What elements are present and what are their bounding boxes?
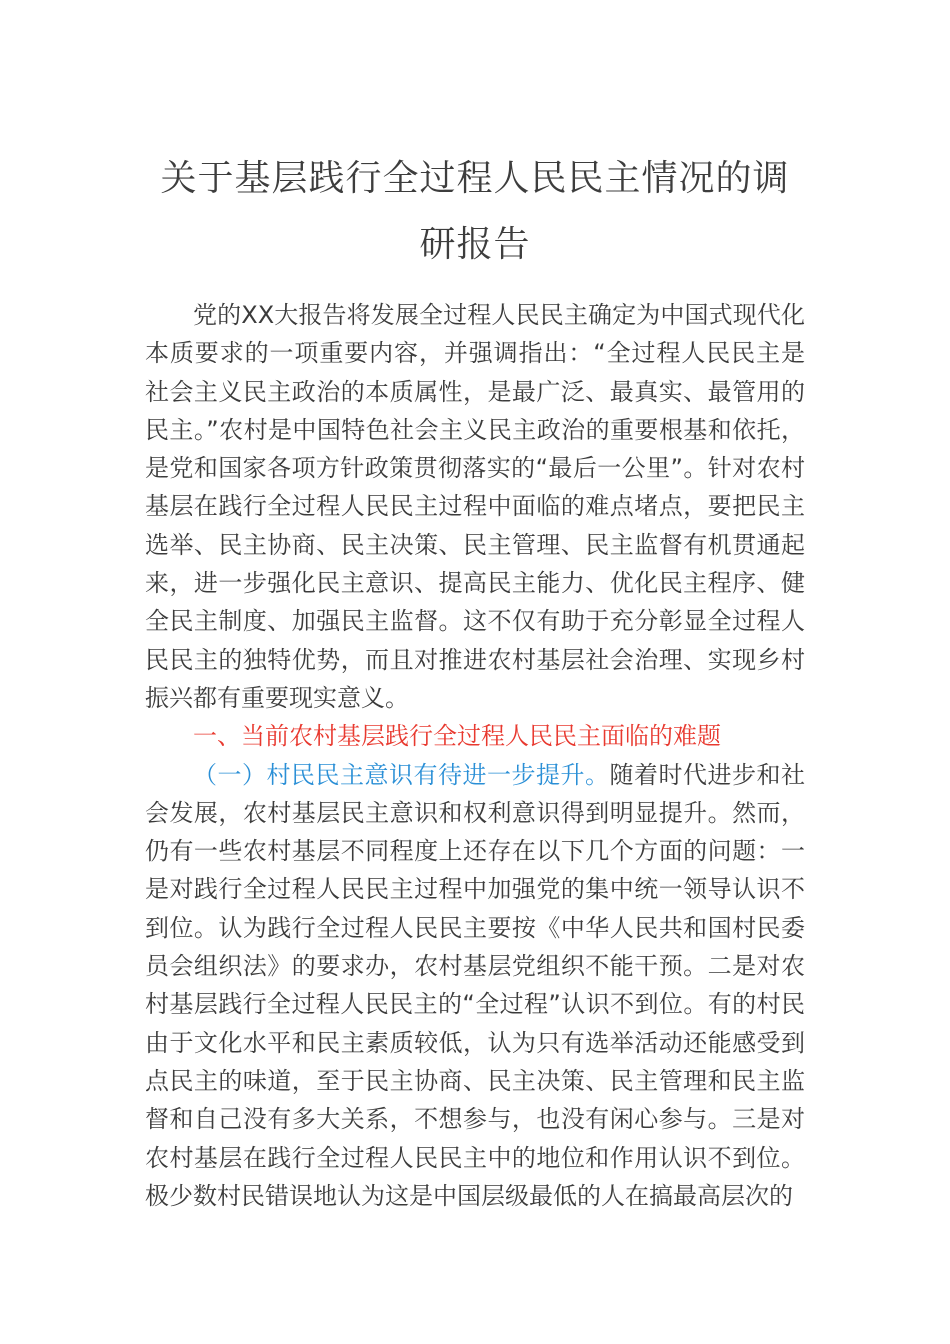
document-body (145, 296, 805, 1215)
section-heading-text: 一、当前农村基层践行全过程人民民主面临的难题 (193, 722, 721, 751)
subsection-body-text: 随着时代进步和社会发展，农村基层民主意识和权利意识得到明显提升。然而，仍有一些农村基层不同程度上还存在以下几个方面的问题：一是对践行全过程人民民主过程中加强党的集中统一领导认识不到位。认为践行全过程人民民主要按《中华人民共和国村民委员会组织法》的要求办，农村基层党组织不能干预。二是对农村基层践行全过程人民民主的“全过程”认识不到位。有的村民由于文化水平和民主素质较低，认为只有选举活动还能感受到点民主的味道，至于民主协商、民主决策、民主管理和民主监督和自己没有多大关系，不想参与，也没有闲心参与。三是对农村基层在践行全过程人民民主中的地位和作用认识不到位。极少数村民错误地认为这是中国层级最低的人在搞最高层次的 (145, 760, 805, 1210)
section-heading (145, 717, 805, 755)
subsection-heading: （一）村民民主意识有待进一步提升。 (193, 760, 610, 789)
subsection-paragraph (145, 756, 805, 1216)
document-title: 关于基层践行全过程人民民主情况的调研报告 (160, 158, 790, 265)
intro-paragraph: 党的XX大报告将发展全过程人民民主确定为中国式现代化本质要求的一项重要内容，并强调指出：“全过程人民民主是社会主义民主政治的本质属性，是最广泛、最真实、最管用的民主。”农村是中国特色社会主义民主政治的重要根基和依托，是党和国家各项方针政策贯彻落实的“最后一公里”。针对农村基层在践行全过程人民民主过程中面临的难点堵点，要把民主选举、民主协商、民主决策、民主管理、民主监督有机贯通起来，进一步强化民主意识、提高民主能力、优化民主程序、健全民主制度、加强民主监督。这不仅有助于充分彰显全过程人民民主的独特优势，而且对推进农村基层社会治理、实现乡村振兴都有重要现实意义。 (145, 301, 805, 712)
